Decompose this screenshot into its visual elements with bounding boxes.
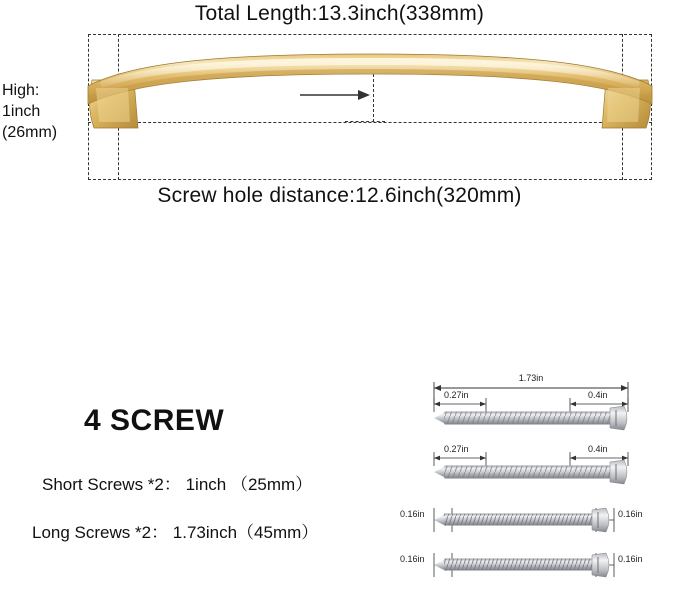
screw-count-title: 4 SCREW	[84, 404, 225, 437]
svg-text:0.16in: 0.16in	[400, 509, 425, 519]
svg-text:0.16in: 0.16in	[618, 554, 643, 564]
dimension-0-27in-a	[434, 390, 486, 412]
svg-text:1.73in: 1.73in	[518, 373, 544, 383]
svg-text:0.4in: 0.4in	[588, 444, 608, 454]
screw-long-1	[434, 390, 628, 430]
dimension-0-27in-b	[434, 444, 486, 466]
long-screws-label: Long Screws *2： 1.73inch（45mm）	[32, 523, 319, 542]
total-length-label: Total Length:13.3inch(338mm)	[194, 2, 485, 25]
svg-text:0.27in: 0.27in	[444, 390, 469, 400]
svg-text:0.27in: 0.27in	[444, 444, 469, 454]
screw-hole-distance-label: Screw hole distance:12.6inch(320mm)	[157, 184, 522, 207]
screws-illustration	[400, 360, 660, 585]
short-screws-label: Short Screws *2： 1inch （25mm）	[42, 475, 313, 494]
screw-long-2	[434, 444, 628, 484]
screw-short-1	[400, 508, 643, 532]
cabinet-pull-handle-image	[70, 52, 670, 152]
screw-short-2	[400, 553, 643, 577]
height-label-line-3: (26mm)	[2, 124, 58, 141]
height-label-line-2: 1inch	[2, 103, 41, 120]
svg-text:0.16in: 0.16in	[400, 554, 425, 564]
height-label-line-1: High:	[2, 82, 40, 99]
svg-text:0.16in: 0.16in	[618, 509, 643, 519]
svg-text:0.4in: 0.4in	[588, 390, 608, 400]
